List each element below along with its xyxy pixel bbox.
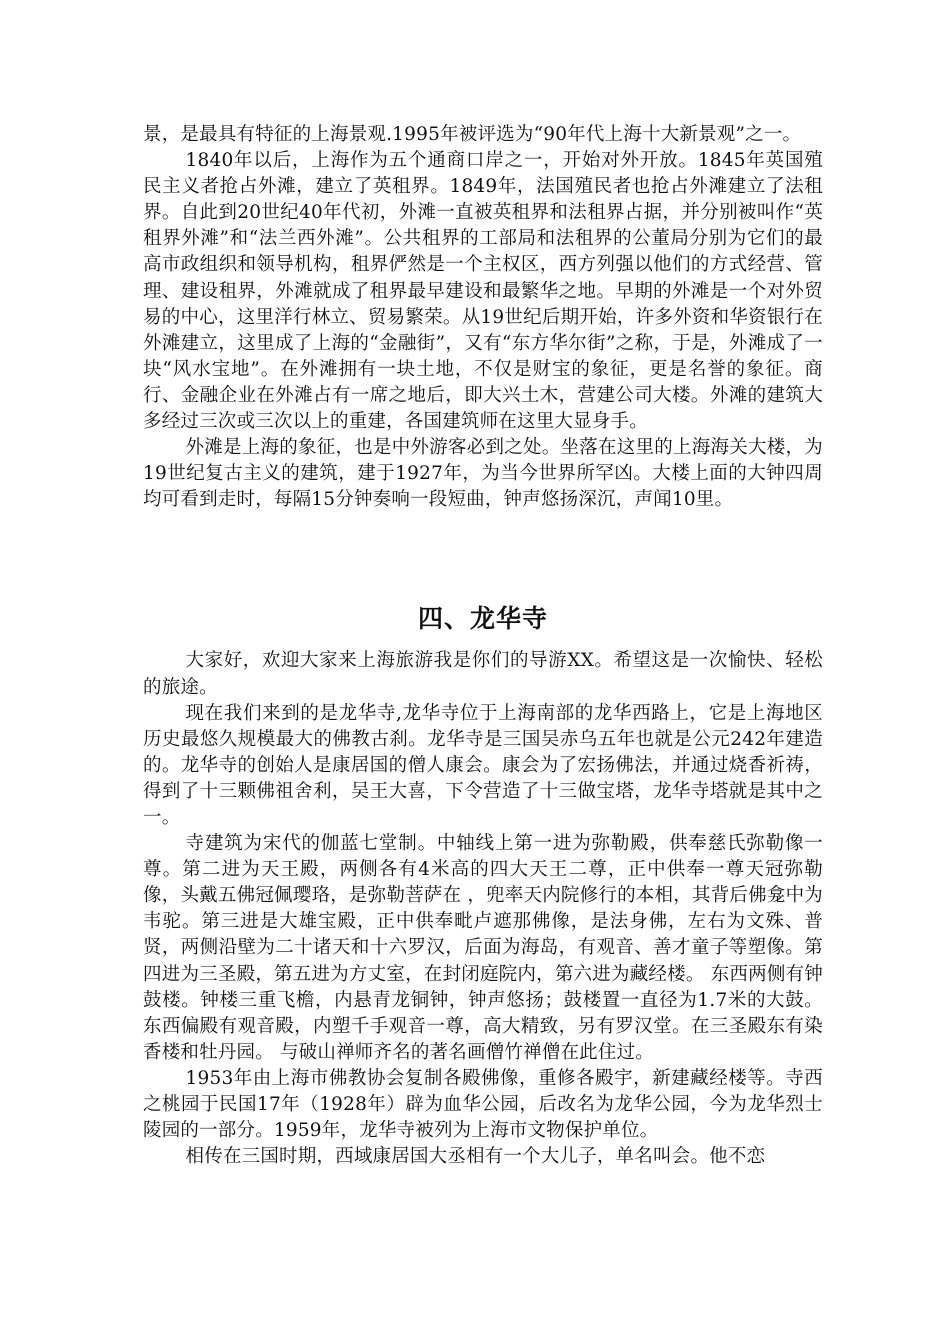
longhua-welcome-paragraph: 大家好，欢迎大家来上海旅游我是你们的导游XX。希望这是一次愉快、轻松的旅途。	[143, 650, 823, 698]
bund-history-paragraph: 1840年以后，上海作为五个通商口岸之一，开始对外开放。1845年英国殖民主义者抢占外滩，建立了英租界。1849年，法国殖民者也抢占外滩建立了法租界。自此到20世纪40年代初，外滩一直被英租界和法租界占据，并分别被叫作“英租界外滩”和“法兰西外滩”。公共租界的工部局和法租界的公董局分别为它们的最高市政组织和领导机构，租界俨然是一个主权区，西方列强以他们的方式经营、管理、建设租界，外滩就成了租界最早建设和最繁华之地。早期的外滩是一个对外贸易的中心，这里洋行林立、贸易繁荣。从19世纪后期开始，许多外资和华资银行在外滩建立，这里成了上海的“金融街”，又有“东方华尔街”之称，于是，外滩成了一块“风水宝地”。在外滩拥有一块土地，不仅是财宝的象征，更是名誉的象征。商行、金融企业在外滩占有一席之地后，即大兴土木，营建公司大楼。外滩的建筑大多经过三次或三次以上的重建，各国建筑师在这里大显身手。	[143, 150, 823, 433]
bund-customs-house-paragraph: 外滩是上海的象征，也是中外游客必到之处。坐落在这里的上海海关大楼，为19世纪复古主义的建筑，建于1927年，为当今世界所罕凶。大楼上面的大钟四周均可看到走时，每隔15分钟奏响一段短曲，钟声悠扬深沉，声闻10里。	[143, 437, 823, 511]
longhua-restoration-paragraph: 1953年由上海市佛教协会复制各殿佛像，重修各殿宇，新建藏经楼等。寺西之桃园于民国17年（1928年）辟为血华公园，后改名为龙华公园，今为龙华烈士陵园的一部分。1959年，龙华寺被列为上海市文物保护单位。	[143, 1067, 823, 1142]
section-heading-longhua-temple: 四、龙华寺	[417, 604, 548, 634]
document-page	[143, 122, 823, 1170]
longhua-architecture-paragraph: 寺建筑为宋代的伽蓝七堂制。中轴线上第一进为弥勒殿，供奉慈氏弥勒像一尊。第二进为天王殿，两侧各有4米高的四大天王二尊，正中供奉一尊天冠弥勒像，头戴五佛冠佩璎珞，是弥勒菩萨在 ，兜率天内院修行的本相，其背后佛龛中为韦驼。第三进是大雄宝殿，正中供奉毗卢遮那佛像，是法身佛，左右为文殊、普贤，两侧沿壁为二十诸天和十六罗汉，后面为海岛，有观音、善才童子等塑像。第四进为三圣殿，第五进为方丈室，在封闭庭院内，第六进为藏经楼。 东西两侧有钟鼓楼。钟楼三重飞檐，内悬青龙铜钟，钟声悠扬；鼓楼置一直径为1.7米的大鼓。东西偏殿有观音殿，内塑千手观音一尊，高大精致，另有罗汉堂。在三圣殿东有染香楼和牡丹园。 与破山禅师齐名的著名画僧竹禅僧在此住过。	[143, 833, 823, 1063]
section-spacer	[143, 513, 823, 602]
longhua-legend-paragraph: 相传在三国时期，西域康居国大丞相有一个大儿子，单名叫会。他不恋	[185, 1146, 766, 1168]
longhua-history-paragraph: 现在我们来到的是龙华寺,龙华寺位于上海南部的龙华西路上，它是上海地区历史最悠久规模最大的佛教古刹。龙华寺是三国吴赤乌五年也就是公元242年建造的。龙华寺的创始人是康居国的僧人康会。康会为了宏扬佛法，并通过烧香祈祷，得到了十三颗佛祖舍利，吴王大喜，下令营造了十三做宝塔，龙华寺塔就是其中之一。	[143, 702, 823, 828]
bund-paragraph-continuation: 景，是最具有特征的上海景观.1995年被评选为“90年代上海十大新景观”之一。	[143, 124, 802, 145]
